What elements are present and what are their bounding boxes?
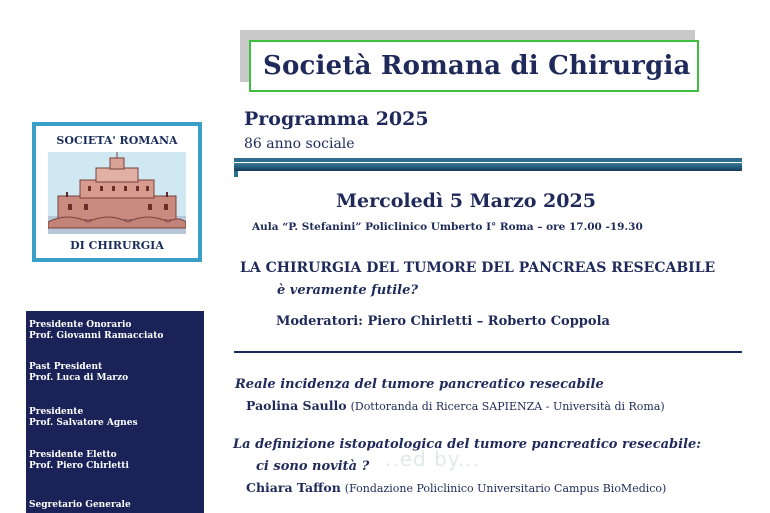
header-divider-thick [234,163,742,171]
talk-title: Reale incidenza del tumore pancreatico resecabile [235,377,604,392]
sidebar-role: Segretario Generale [29,500,131,510]
event-venue: Aula “P. Stefanini” Policlinico Umberto I° Roma – ore 17.00 -19.30 [252,221,643,233]
board-sidebar [26,311,204,513]
program-title: Programma 2025 [244,108,429,130]
sidebar-person: Prof. Salvatore Agnes [29,418,138,428]
header-divider-tick [234,171,238,177]
castle-icon [48,152,186,234]
sidebar-role: Presidente [29,407,84,417]
sidebar-person: Prof. Piero Chirletti [29,461,129,471]
logo-bottom-text: DI CHIRURGIA [70,239,164,252]
sidebar-item-president-elect [29,450,129,472]
talk-title-continued: ci sono novità ? [256,459,370,474]
speaker-affiliation: (Dottoranda di Ricerca SAPIENZA - Università di Roma) [350,400,665,413]
talk-title: La definizione istopatologica del tumore pancreatico resecabile: [233,437,702,452]
speaker-name: Chiara Taffon [246,480,341,495]
watermark: ..ed by... [385,447,480,471]
society-title: Società Romana di Chirurgia [249,40,699,92]
event-date: Mercoledì 5 Marzo 2025 [336,190,596,212]
session-divider [234,351,742,353]
sidebar-role: Past President [29,362,103,372]
sidebar-person: Prof. Luca di Marzo [29,373,129,383]
sidebar-item-president [29,407,138,429]
program-subtitle: 86 anno sociale [244,136,355,152]
society-logo [32,122,202,262]
sidebar-item-past-president [29,362,128,384]
speaker-affiliation: (Fondazione Policlinico Universitario Campus BioMedico) [344,482,667,495]
talk-speaker [246,398,665,413]
sidebar-role: Presidente Eletto [29,450,117,460]
sidebar-item-honorary-president [29,320,163,342]
header-divider [234,158,742,162]
moderators: Moderatori: Piero Chirletti – Roberto Coppola [276,314,610,329]
sidebar-item-secretary-general [29,500,131,511]
logo-top-text: SOCIETA' ROMANA [56,134,178,147]
talk-speaker [246,480,666,495]
session-title: LA CHIRURGIA DEL TUMORE DEL PANCREAS RESECABILE [240,260,716,276]
speaker-name: Paolina Saullo [246,398,347,413]
sidebar-role: Presidente Onorario [29,320,132,330]
session-subtitle: è veramente futile? [277,283,418,298]
sidebar-person: Prof. Giovanni Ramacciato [29,331,164,341]
